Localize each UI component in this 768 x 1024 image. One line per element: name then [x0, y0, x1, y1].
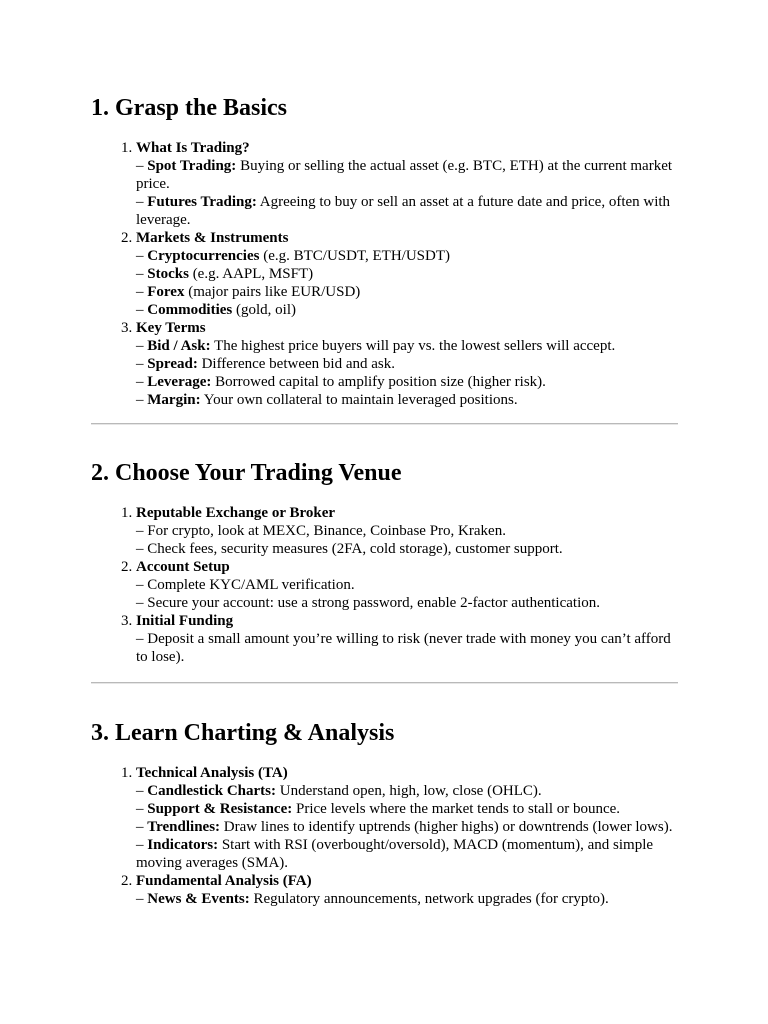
list-item-title: 1. Technical Analysis (TA) [136, 765, 288, 781]
detail-line [136, 373, 681, 391]
dash-prefix: – [136, 523, 148, 539]
list-item-title: 2. Account Setup [136, 559, 230, 575]
detail-line [136, 576, 681, 594]
detail-text: For crypto, look at MEXC, Binance, Coinbase Pro, Kraken. [147, 523, 506, 539]
detail-line [136, 355, 681, 373]
detail-term: Futures Trading: [147, 194, 257, 210]
detail-text: (e.g. BTC/USDT, ETH/USDT) [259, 248, 450, 264]
section-choose-trading-venue [91, 459, 681, 666]
dash-prefix: – [136, 248, 148, 264]
detail-text: Start with RSI (overbought/oversold), MACD (momentum), and simple moving averages (SMA). [136, 837, 654, 871]
detail-line [136, 247, 681, 265]
numbered-list [91, 139, 681, 409]
dash-prefix: – [136, 837, 148, 853]
detail-line [136, 193, 681, 229]
detail-term: Forex [147, 284, 185, 300]
detail-line [136, 594, 681, 612]
detail-text: Difference between bid and ask. [197, 356, 395, 372]
section-heading: 1. Grasp the Basics [91, 95, 288, 121]
detail-text: Your own collateral to maintain leveraged positions. [200, 392, 518, 408]
dash-prefix: – [136, 284, 148, 300]
detail-text: Check fees, security measures (2FA, cold storage), customer support. [147, 541, 563, 557]
dash-prefix: – [136, 801, 148, 817]
section-grasp-the-basics [91, 94, 681, 409]
detail-term: Spread: [147, 356, 198, 372]
list-item-title: 2. Fundamental Analysis (FA) [136, 873, 312, 889]
detail-text: (major pairs like EUR/USD) [184, 284, 361, 300]
detail-text: Deposit a small amount you’re willing to risk (never trade with money you can’t afford to lose). [136, 631, 671, 665]
detail-term: News & Events: [147, 891, 250, 907]
detail-text: Draw lines to identify uptrends (higher highs) or downtrends (lower lows). [220, 819, 673, 835]
dash-prefix: – [136, 541, 148, 557]
detail-line [136, 836, 681, 872]
section-divider [91, 423, 678, 425]
section-heading: 2. Choose Your Trading Venue [91, 460, 402, 486]
dash-prefix: – [136, 595, 148, 611]
detail-text: Complete KYC/AML verification. [147, 577, 355, 593]
detail-line [136, 818, 681, 836]
detail-line [136, 540, 681, 558]
detail-text: Regulatory announcements, network upgrades (for crypto). [249, 891, 609, 907]
detail-text: (e.g. AAPL, MSFT) [188, 266, 314, 282]
dash-prefix: – [136, 356, 148, 372]
dash-prefix: – [136, 266, 148, 282]
detail-text: The highest price buyers will pay vs. the lowest sellers will accept. [210, 338, 616, 354]
section-divider [91, 682, 678, 684]
dash-prefix: – [136, 819, 148, 835]
list-item [136, 872, 681, 908]
detail-term: Margin: [147, 392, 201, 408]
section-heading: 3. Learn Charting & Analysis [91, 720, 395, 746]
detail-term: Candlestick Charts: [147, 783, 277, 799]
list-item-title: 3. Key Terms [136, 320, 206, 336]
dash-prefix: – [136, 392, 148, 408]
detail-line [136, 391, 681, 409]
detail-text: Buying or selling the actual asset (e.g. BTC, ETH) at the current market price. [136, 158, 673, 192]
numbered-list [91, 504, 681, 666]
detail-line [136, 265, 681, 283]
list-item [136, 229, 681, 319]
dash-prefix: – [136, 338, 148, 354]
dash-prefix: – [136, 891, 148, 907]
detail-line [136, 890, 681, 908]
detail-line [136, 337, 681, 355]
detail-term: Support & Resistance: [147, 801, 293, 817]
detail-line [136, 782, 681, 800]
dash-prefix: – [136, 158, 148, 174]
list-item [136, 139, 681, 229]
list-item-title: 2. Markets & Instruments [136, 230, 289, 246]
list-item-title: 1. What Is Trading? [136, 140, 250, 156]
list-item-title: 1. Reputable Exchange or Broker [136, 505, 336, 521]
list-item [136, 612, 681, 666]
dash-prefix: – [136, 194, 148, 210]
detail-term: Leverage: [147, 374, 212, 390]
list-item [136, 764, 681, 872]
detail-text: Agreeing to buy or sell an asset at a future date and price, often with leverage. [136, 194, 671, 228]
list-item-title: 3. Initial Funding [136, 613, 234, 629]
detail-term: Spot Trading: [147, 158, 237, 174]
list-item [136, 319, 681, 409]
detail-line [136, 800, 681, 818]
section-learn-charting-analysis [91, 719, 681, 908]
detail-term: Trendlines: [147, 819, 221, 835]
detail-text: Understand open, high, low, close (OHLC). [276, 783, 542, 799]
list-item [136, 558, 681, 612]
detail-text: Borrowed capital to amplify position size (higher risk). [211, 374, 546, 390]
detail-line [136, 522, 681, 540]
detail-term: Bid / Ask: [147, 338, 211, 354]
dash-prefix: – [136, 577, 148, 593]
detail-line [136, 157, 681, 193]
detail-text: (gold, oil) [232, 302, 296, 318]
detail-term: Cryptocurrencies [147, 248, 260, 264]
list-item [136, 504, 681, 558]
detail-text: Price levels where the market tends to stall or bounce. [292, 801, 621, 817]
detail-line [136, 283, 681, 301]
detail-line [136, 301, 681, 319]
dash-prefix: – [136, 302, 148, 318]
dash-prefix: – [136, 631, 148, 647]
detail-term: Indicators: [147, 837, 219, 853]
detail-term: Stocks [147, 266, 189, 282]
detail-line [136, 630, 681, 666]
numbered-list [91, 764, 681, 908]
dash-prefix: – [136, 783, 148, 799]
detail-term: Commodities [147, 302, 233, 318]
dash-prefix: – [136, 374, 148, 390]
detail-text: Secure your account: use a strong password, enable 2-factor authentication. [147, 595, 601, 611]
